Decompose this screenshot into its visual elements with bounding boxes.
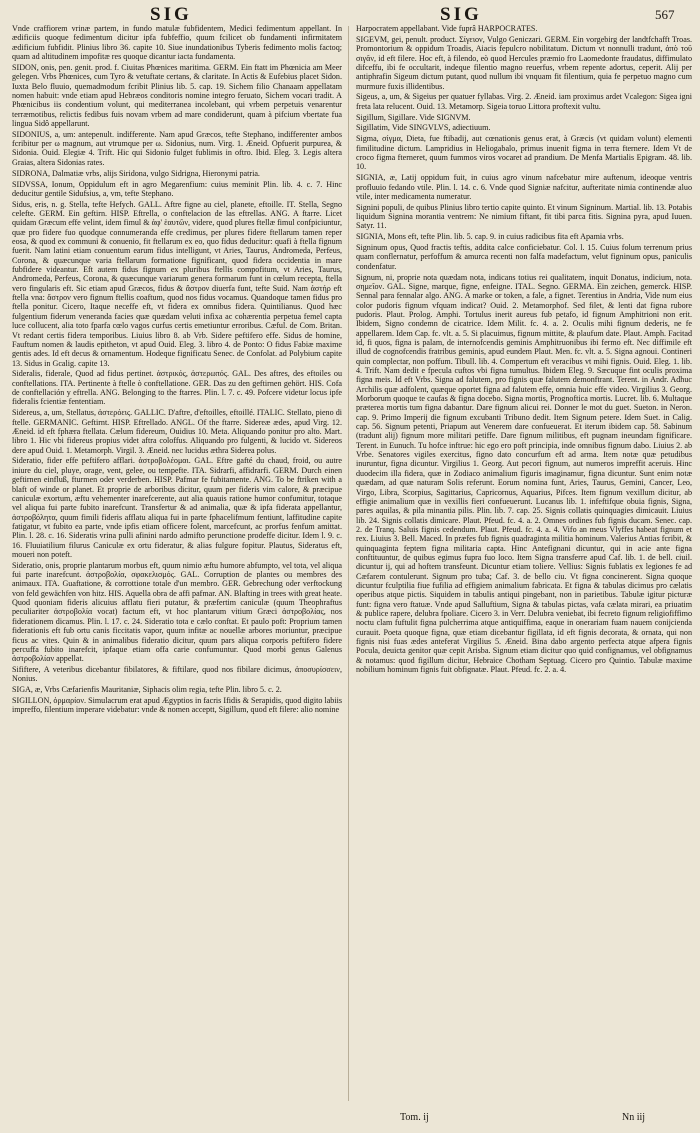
entry-paragraph: Sigma, σίγμα, Dieta, fue ftibadij, aut cœnationis genus erat, à Græcis (vt quidam volunt) elementi fimilitudine dictum. Lampridius in Heliogabalo, primus inuenit figma in terra fternere. Idem Vt de croco figma fterneret, quum fummos viros vocaret ad prandium. De Menfa Martialis Epigram. 48. lib. 10. <box>356 134 692 172</box>
entry-paragraph: SIDON, onis, pen. genit. prod. f. Ciuitas Phœnices maritima. GERM. Ein ftatt im Phœnicia am Meer gelegen. Vrbs Phœnices, cum Tyro & vetuftate certans, & claritate. In Actis & Eufebius placet Sidon. Iuxta Belo fluuio, quemadmodum fcribit Plinius lib. 5. cap. 19. Sichem filio Chanaam appellatam nomen habuit: vnde etiam apud Hebræos conditoris nomine integro feruato, Sichem vocari tradit. A Phœnicibus iis condentium volunt, qui mediterranea incolebant, qui vrbem perpetuis venarentur terræmotibus, relictis fedibus fuis novam vrbem ad mare condiderunt, quam à pifcium vbertate fua lingua Sidô appellarunt. <box>12 62 342 128</box>
entry-paragraph: Signum, ni, proprie nota quædam nota, indicans totius rei qualitatem, inquit Donatus, indicium, nota. σημεῖον. GAL. Signe, marque, figne, enfeigne. ITAL. Segno. GERMA. Ein zeichen, gemerck. HISP. Sennal para fennalar algo. ANG. A marke or token, a fale, a fignet. Terentius in Andria, Vide num eius color pudoris fignum vfquam indicat? Ouid. 2. Metamorphof. Sed filet, & lenti dat figna rubore pudoris. Plaut. Prolog. Amphi. Tortulus inerit aureus fub petafo, id fignum Amphitrioni non erit. Ibidem, Signo condemn de cicatrice. Idem Milit. fc. 4. a. 2. Oculis mihi fignum dederis, ne fe appellarem. Idem Cap. fc. vlt. a. 5. Si placuimus, fignum mittite, & plaufum date. Plaut. Amph. Facitad id, fi quos, figna is palam, de internofcendis geminis Amphitruonibus ibi fermo eft. Nec diffimile eft illud de cognofcendis fratribus geminis, apud eundem Plaut. Men. fc. vlt. a. 5. Signa agnoui. Contineri quin complectar, non poffum. Tibull. lib. 4. Compertum eft veracibus vt mihi fignis. Ouid. Eleg. 1. lib. 4. Trift. Nam dedit e fpecula cuftos vbi figna tumultus. Ibidem Eleg. 9. Sæcuque fint oculis proxima figna meis. Id eft Vrbs. Signa ad falutem, pro fignis quæ falutem demonftrant. Terent. in Andr. Adhuc Archilis quæ adfolent, quæque oportet figna ad falutem effe, omnia huic effe video. Virgilius 3. Georg. Morborum quoque te caufas & figna docebo. Signa mortis, Prognoftica mortis. Lucret. lib. 6. Multaque præterea mortis tum figna dabantur. Dare fignum alicui rei. Donner le mot du guet. Sueton. in Neron. cap. 9. Primo Imperij die fignum excubanti Tribuno dedit. Item Signum petere. Idem Suet. in Calig. cap. 56. Signum petenti, Priapum aut Venerem dare confueuerat. Et iterum ibidem cap. 58. Sabinum (tradunt alij) fignum more militari petiffe. Dare fignum militibus, eft pugnam ineundam fignificare. Terent. in Eunuch. Tu hofce inftrue: hic ego ero poft principia, inde omnibus fignum dabo. Liuius 2. ab Vrbe. Senatores vigiles exercitus, figno dato concurfum eft ad arma. Item notæ quæ petudibus inuruntur, figna dicuntur. Virgilius 1. Georg. Aut pecori fignum, aut numeros impreffit aceruis. Hinc duodecim illa fidera, quæ in Zodiaco animalium figuris imaginamur, figna dicuntur. Sunt enim notæ quædam, ad quæ naturam Solis referunt. Eorum nomina funt, Aries, Taurus, Gemini, Cancer, Leo, Virgo, Libra, Scorpius, Sagittarius, Capricornus, Aquarius, Pifces. Item fignum vexillum dicitur, ab effigie animalium quæ in vexillis fieri confueuerunt. Lucanus lib. 1. infeftifque obuia fignis, Signa, pares aquilas, & pila minantia pilis. Plin. lib. 7. cap. 25. Signis collatis quinquagies dimicauit. Liuius lib. 24. Signis collatis dimicare. Plaut. Pfeud. fc. 4. a. 2. Omnes ordines fub fignis ducam. Senec. cap. 2. de Tranq. Saluis fignis cedendum. Plaut. Pfeud. fc. 4. a. 4. Vifo an meus Vlyffes habeat fignum et rex. Liuius 3. Bell. Maced. In præfes fub fignis quadraginta militia hominum. Valerius Antias fcribit, & quinquaginta feptem figna militaria capta. Hinc Antefignani dicuntur, qui in acie ante figna conftituuntur, de quibus egimus fupra fuo loco. Item Signa transferre apud Caf. lib. 1. de bell. ciuil. dicuntur ij, qui ad hoftem transfeunt. Dicuntur etiam toliere. Vellius: Signis fublatis ex legiones fe ad Cæfarem contulerunt. Signum pro tuba; Caf. 3. de bello ciu. Vt figna concinerent. Signa quoque dicuntur fculptilia fiue fufilia ad effigiem animalium fabricata. Et figna & tabulas dicimus pro cælatis operibus atque pictis. Siquidem in tabulis antiqui pingebant, non in parietibus. Tabulæ igitur picturæ funt: figna vero ftatuæ. Vnde apud Salluftium, Signa & tabulas pictas, vafa cælata mirari, ea priuatim & publice rapere, delubra fpoliare. Cicero 3. in Verr. Delubra veniebat, ibi fecreto fignum religiofiffimo noctu clam fuftulit figna pulcherrima atque antiquiffima, eaque in onerariam fuam nauem conijcienda curauit. Poeta quoque figna, quæ etiam dicebantur figillata, id eft fignis decorata, & ornata, qui non fignis nisi fuas ædes anteferat Virgilius 5. Æneid. Bina dabo argento perfecta atque afpera fignis Pocula, deuicta genitor quæ cepit Arisba. Signum etiam dicitur quo quid confignamus, vel obfignamus & notamus: quod figillum dicitur, Hebraice Chotham Septuag. Cicero pro Quintio. Tabulæ maxime nobilium hominum fignis fuit obfignatæ. Plaut. Pfeud. fc. 2. a. 4. <box>356 272 692 675</box>
column-divider <box>348 26 349 1101</box>
entry-paragraph: Sideralis, fiderale, Quod ad fidus pertinet. ἀστρικός, ἀστερωπός. GAL. Des aftres, des eftoiles ou conftellations. ITA. Pertinente à ftelle ò conftellatione. GER. Das zu den geftirnen gehört. HIS. Cofa de conftellación y eftrella. ANG. Belonging to the ftarres. Plin. l. 7. c. 49. Pofcere videtur locus ipfe fideralis fcientiæ fententiam. <box>12 369 342 407</box>
entry-paragraph: Signinum opus, Quod fractis teftis, addita calce conficiebatur. Col. l. 15. Cuius folum terrenum prius quam conflernatur, perfoffum & amurca recenti non falfa madefactum, velut figninum opus, paniculis condenfatur. <box>356 243 692 271</box>
entry-paragraph: Sidus, eris, n. g. Stella, tefte Hefych. GALL. Aftre figne au ciel, planete, eftoille. IT. Stella, Segno celefte. GERM. Ein geftirn. HISP. Eftrella, o conftelacion de las eftrellas. ANG. A ftarre. Licet quidam Græcum effe velint, idem fimul & ἀφ' ἑαυτῶν, videre, quod plures ftellæ fimul confpiciuntur, quæ pro fidere fuo quodque connumeranda effe credimus, per plures fidere ftellarum tamen reper eosa, & quod ex communi & conuenio, fit ftellarum ex eo, quo fidus deducitur: quafi à ftella fignum fuerit. Nam latini etiam conuentum earum fidus intelligunt, vt Aries, Taurus, Andromeda, Perfeus, Corona, & quæcunque varia ftellarum formatione fignificant, quod fidera occidentia in mare fubfidere videantur. Eft autem fidus fignum ex pluribus ftellis compofitum, vt Aries, Taurus, Andromeda, Perfeus, Corona, & quæcunque variarum genera formarum funt in cœlum recepta, ftella vero fingularis eft. Sic etiam apud Græcos, fidus & ἄστρον diuerfa funt, tefte Suid. Nam ἀστήρ eft ftella vna: ἄστρον vero fignum ftellis coaftum, quod nos fidus vocamus. Quandoque tamen fidus pro ftella ponitur. Cicero, Itaque neceffe eft, vt fidera ex omnibus fidera. Quintilianus. Quod hæc fulgentium fiderum veneranda facies quæ quædam veluti infixa ac cohærentia perpetua femel capta luce collucent, alia toto fparfa cœlo vagos curfus certis emetiuntur erroribus. Cæful. de Com. Britan. Vt redant certis fidera temporibus. Liuius libro 8. ab Vrb. Sidere peftifero effe. Sidus de homine, Fauftum nomen & laudis epitheton, vt apud Ouid. Eleg. 3. libro 4. de Ponto: O fidus Fabiæ maxime gentis ades. Id eft decus & ornamentum. Hodeque fignificatu Senec. de Confolat. ad Polybium capite 13. Sidus in Gcalig. capite 13. <box>12 199 342 368</box>
page-header <box>0 0 700 25</box>
right-column <box>356 24 692 1104</box>
entry-paragraph: Sideratio, fider effe peftifero afflari. ἀστροβολέομαι. GAL. Eftre gafté du chaud, froid, ou autre iniure du ciel, pluye, orage, vent, gelee, ou tempefte. ITA. Sidrarfi, affidrarfi. GERM. Durch einen geftirnen einfluß, fturmen oder verderben. HISP. Pafmar fe fubitamente. ANG. To be ftriken with a blaft of winde or planet. Et proprie de arboribus dicitur, quum per fideris vim calore, & præcipue caniculæ exortum, æftu vehementer inarefcerente, aut alia quauis ratione humor confumitur, totaque vel aliqua fui parte fubito inarefcunt. Transfertur & ad animalia, quæ & ipfa fiderata appellantur, ἀστροβόλητα, quum fimili fideris afflatu aliqua fui in parte fphacelifmum fentiunt, laffitudine capite fatigatur, vt fubito ea parte, vnde ipfis etiam officere folent, marcefcunt, ac prorfus fenfum amittat. Plin. l. 28. c. 16. Sideratis vrina pulli afinini nardo admifto perunctione prodeffe dicitur. Idem l. 9. c. 16. Fluuiatilium filurus Caniculæ ex ortu fideratur, & alias fulgure fopitur. Plautus, Sideratus eft, moueri non poteft. <box>12 456 342 559</box>
entry-paragraph: SIDRONA, Dalmatiæ vrbs, alijs Siridona, vulgo Sidrigna, Hieronymi patria. <box>12 168 260 178</box>
entry-paragraph: Signini populi, de quibus Plinius libro tertio capite quinto. Et vinum Signinum. Martial. lib. 13. Potabis liquidum Signina morantia ventrem: Ne nimium fiftant, fit tibi parca fitis. Signina pyra, apud Iuuen. Satyr. 11. <box>356 202 692 231</box>
entry-paragraph: Sigillatim, Vide SINGVLVS, adiectiuum. <box>356 123 491 133</box>
left-column <box>12 24 342 1104</box>
entry-paragraph: SIGNIA, Mons eft, tefte Plin. lib. 5. cap. 9. in cuius radicibus fita eft Apamia vrbs. <box>356 232 624 242</box>
page-footer <box>0 1108 700 1128</box>
entry-paragraph: Harpocratem appellabant. Vide fuprâ HARPOCRATES. <box>356 24 538 33</box>
left-running-head: SIG <box>150 4 192 25</box>
tome-label: Tom. ij <box>400 1112 429 1123</box>
entry-paragraph: Sideratio, onis, proprie plantarum morbus eft, quum nimio æftu humore abfumpto, vel tota, vel aliqua fui parte inarefcunt. ἀστροβολία, σφακελισμός. GAL. Corruption de plantes ou membres des animaux. ITA. Guaftatione, & corrottione totale d'un membro. GER. Gebrechung oder verftockung von feld gewächfen von hitz. HIS. Aquella obra de affi pafmar. AN. Blafting in trees with great heate. Quod quoniam fideris alicuius afflatu fieri putatur, & præfertim caniculæ (quum Theophraftus peculiariter ἀστροβολία vocat) factum eft, vt hoc plantarum vitium Græci ἀστροβολίας, nos fiderationem dicamus. Plin. l. 17. c. 24. Sideratio tota e cælo conftat. Et paulo poft: Proprium tamen fiderationis eft fub ortu canis ficcitatis vapor, quum infitæ ac nouellæ arbores moriuntur, præcipue ficus ac vites. Quin & in animalibus fideratio dicitur, quum pars aliqua corporis peftifero fidere percuffa fubito inarefcit, ipfaque etiam offa carie confumuntur. Quod morbi genus Galenus ἀστροβολίαν appellat. <box>12 560 342 664</box>
entry-paragraph: SIGA, æ, Vrbs Cæfarienfis Mauritaniæ, Siphacis olim regia, tefte Plin. libro 5. c. 2. <box>12 685 282 695</box>
entry-paragraph: Sigeus, a, um, & Sigeius per quatuer fyllabas. Virg. 2. Æneid. iam proximus ardet Vcalegon: Sigea igni freta lata relucent. Ouid. 13. Metamorp. Sigeia toruo Littora proftexit vultu. <box>356 92 692 111</box>
signature-mark: Nn iij <box>622 1112 646 1123</box>
right-running-head: SIG <box>440 4 482 25</box>
entry-paragraph: SIGILLON, ὁρμαρίον. Simulacrum erat apud Ægyptios in facris Ifidis & Serapidis, quod digito labiis impreffo, filentium imperare videbatur: vnde & nomen acceptt, Sigillum, quod eft filere: alio nomine <box>12 696 342 715</box>
entry-paragraph: Vnde craffiorem vrinæ partem, in fundo matulæ fubfidentem, Medici fedimentum appellant. In ædificiis quoque fedimentum dicitur ipfa fubfeffio, quum fcilicet ob fundamenti infirmitatem ædificium fubfidit. Plinius libro 36. capite 10. Siue inundationibus Tyberis fedimento molis factoq; quam ad altitudinem impofitæ res quoque dicantur iacta fundamenta. <box>12 24 342 62</box>
entry-paragraph: Sigillum, Sigillare. Vide SIGNVM. <box>356 112 471 122</box>
entry-paragraph: Sidereus, a, um, Stellatus, ἀστερόεις. GALLIC. D'aftre, d'eftoilles, eftoillé. ITALIC. Stellato, pieno di ftelle. GERMANIC. Geftirnt. HISP. Eftrellado. ANGL. Of the ftarre. Sidereæ ædes, apud Virg. 12. Æneid. id eft fphæra ftellata. Cælum fidereum, Ouidius 10. Meta. Aliquando ponitur pro alto. Mart. libro 1. Hic vbi fidereus propius videt aftra coloffus. Aliquando pro fulgenti, & lucido vt. Sidereos dere apud Ouid. 1. Metamorph. Virgil. 3. Æneid. nec lucidus æthra Siderea polus. <box>12 408 342 455</box>
entry-paragraph: SIGNIA, æ, Latij oppidum fuit, in cuius agro vinum nafcebatur mire auftenum, ideoque ventris profluuio fedando vtile. Plin. l. 14. c. 6. Vnde quod Signiæ nafcitur, aufteritate nimia continendæ aluo vtile, inter medicamenta numeratur. <box>356 173 692 201</box>
entry-paragraph: Sififtere, A veteribus dicebantur fibilatores, & fiftilare, quod nos fibilare dicimus, ἀποσυρίσσειν, Nonius. <box>12 665 342 684</box>
page-number: 567 <box>655 7 675 22</box>
entry-paragraph: SIGEVM, gei, penult. product. Σίγειον, Vulgo Geniczari. GERM. Ein vorgebirg der landtfchafft Troas. Promontorium & oppidum Troadis, Aiacis fepulcro nobilitatum. Dictum vt nonnulli tradunt, ἀπὸ τοῦ σιγᾶν, id eft filere. Hoc eft, à filendo, eò quod Hercules præmio fro Laomedonte fraudatus, diffimulato difceffu, ibi fe occultarit, indeque filentio magno reuerfus, vrbem repente adortus, ceperit. Alij per antiphrafin Sigeum dictum putant, quod nullum ibi vnquam fit filentium, quia fe perpetuo magno cum murmure fuxis illidentibus. <box>356 34 692 91</box>
entry-paragraph: SIDVSSA, Ionum, Oppidulum eft in agro Megarenfium: cuius meminit Plin. lib. 4. c. 7. Hinc deducitur gentile Sidufsius, a, vm, tefte Stephano. <box>12 179 342 198</box>
entry-paragraph: SIDONIUS, a, um: antepenult. indifferente. Nam apud Græcos, tefte Stephano, indifferenter ambos fcribitur per ω magnum, aut vtrumque per ω. Sidonius, num. Virg. 1. Æneid. Opfuerit purpurea, & Sidonia. Ouid. Elegiæ 4. Trift. Hic qui Sidonio fulget fublimis in oftro. Ibid. Eleg. 3. Legis altera Graias, altera Sidonias rates. <box>12 129 342 167</box>
